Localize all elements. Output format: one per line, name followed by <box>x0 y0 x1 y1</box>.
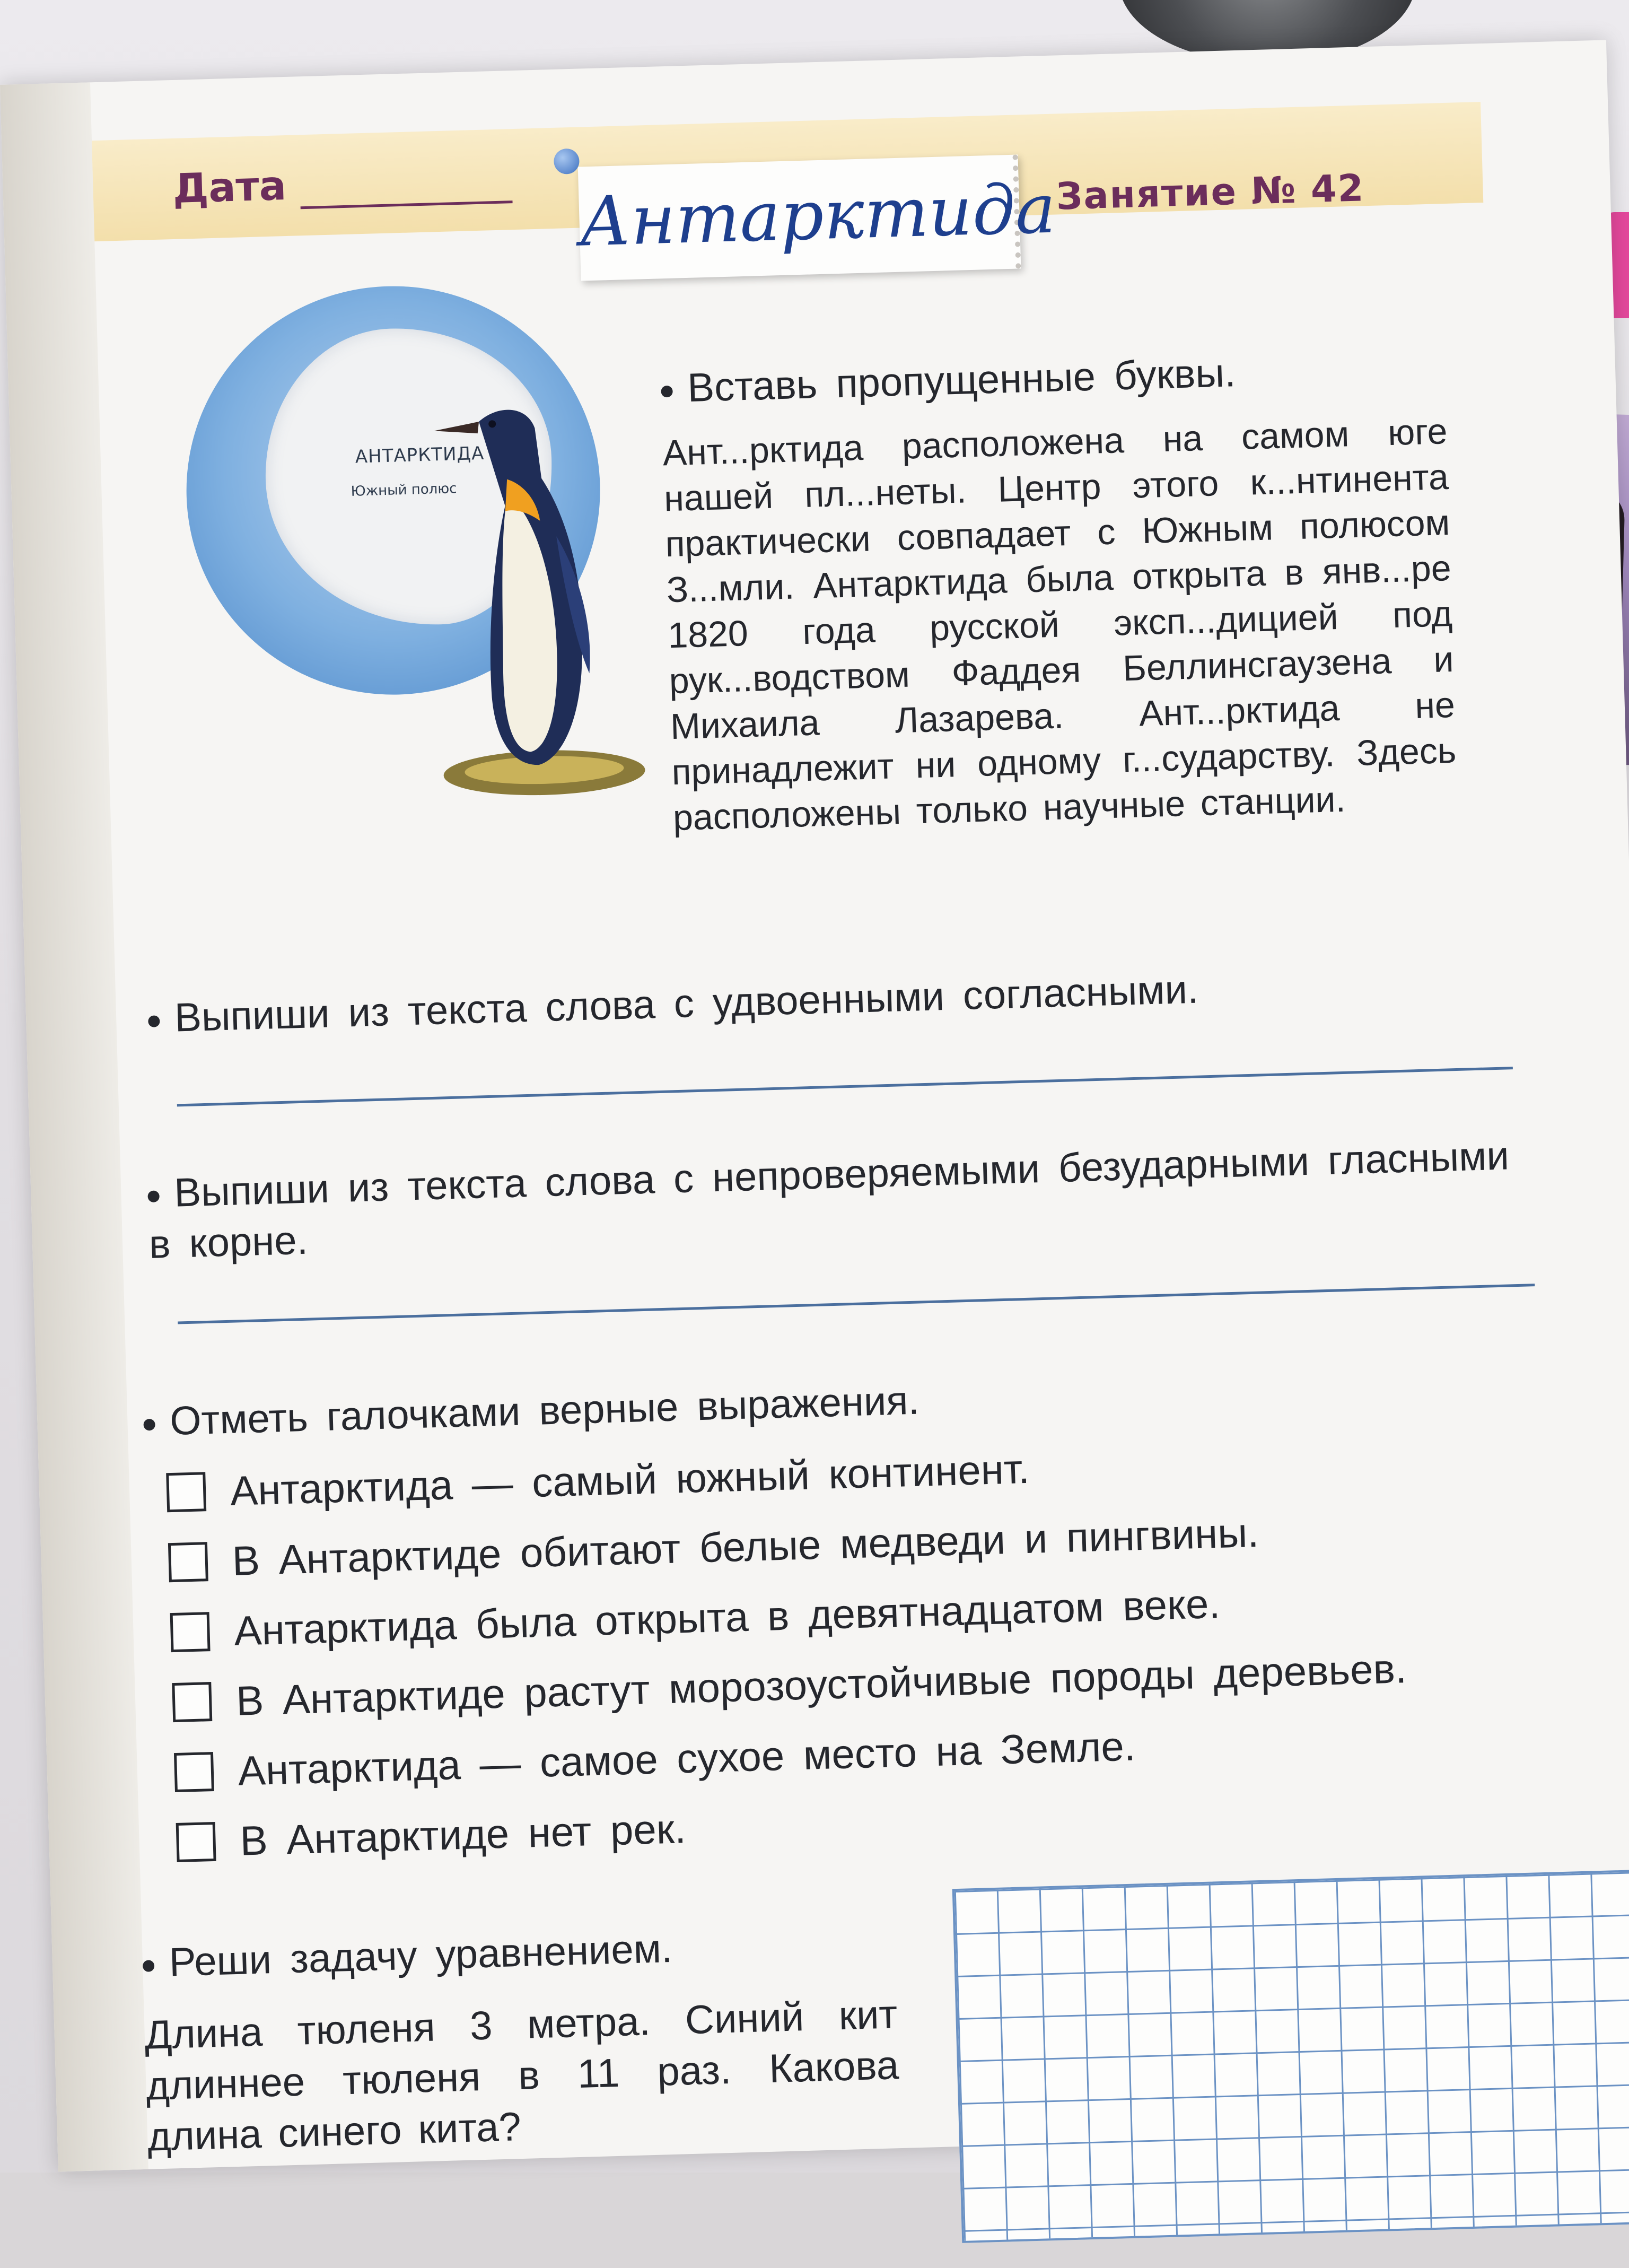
task-equation-problem: Длина тюленя 3 метра. Синий кит длиннее тюленя в 11 раз. Какова длина синего кита? <box>144 1992 900 2160</box>
checklist-item-text: В Антарктиде нет рек. <box>239 1804 687 1864</box>
checkbox[interactable] <box>166 1472 206 1512</box>
task-equation <box>142 1917 901 2162</box>
task-checkmarks-heading-text: Отметь галочками верные выражения. <box>169 1377 920 1444</box>
map-pole-label: Южный полюс <box>351 481 457 500</box>
task-double-consonants-heading-text: Выпиши из текста слова с удвоенными согласными. <box>174 966 1199 1041</box>
checkbox[interactable] <box>176 1822 216 1862</box>
task-equation-heading <box>142 1917 896 1989</box>
checklist-item-text: В Антарктиде обитают белые медведи и пингвины. <box>231 1508 1260 1584</box>
task-double-consonants-heading <box>147 955 1506 1044</box>
bullet-icon <box>661 386 673 398</box>
penguin-illustration <box>428 396 662 805</box>
title-card <box>578 154 1057 281</box>
page-title: Антарктида <box>578 169 1057 262</box>
map-continent-label: АНТАРКТИДА <box>355 442 485 468</box>
task-insert-letters <box>660 342 1458 841</box>
task-double-consonants <box>147 955 1506 1044</box>
bullet-icon <box>148 1015 160 1027</box>
bullet-icon <box>143 1419 155 1431</box>
task-insert-letters-heading <box>660 342 1446 414</box>
date-label: Дата <box>172 162 287 212</box>
task-unstressed-vowels <box>147 1130 1517 1270</box>
checklist-item-text: Антарктида была открыта в девятнадцатом веке. <box>233 1580 1221 1654</box>
answer-grid[interactable] <box>952 1870 1629 2243</box>
bullet-icon <box>143 1960 155 1972</box>
checklist-item-text: В Антарктиде растут морозоустойчивые породы деревьев. <box>235 1644 1407 1724</box>
checklist-item-text: Антарктида — самый южный континент. <box>229 1445 1030 1514</box>
task-insert-letters-heading-text: Вставь пропущенные буквы. <box>687 350 1237 411</box>
answer-line-unstressed-vowels[interactable] <box>178 1284 1535 1324</box>
checkbox[interactable] <box>168 1542 208 1582</box>
checkbox[interactable] <box>174 1752 214 1792</box>
lesson-number-label: Занятие № 42 <box>1055 166 1365 219</box>
checkbox[interactable] <box>170 1612 211 1652</box>
answer-line-double-consonants[interactable] <box>177 1067 1513 1106</box>
bullet-icon <box>147 1190 160 1202</box>
checklist-item-text: Антарктида — самое сухое место на Земле. <box>237 1722 1136 1794</box>
checkbox[interactable] <box>172 1682 212 1722</box>
checklist <box>165 1420 1534 1878</box>
task-insert-letters-text: Ант...рктида расположена на самом юге нашей пл...неты. Центр этого к...нтинента практически совпадает с Южным полюсом З...мли. Антарктида была открыта в янв...ре 1820 года русской эксп...дицией под рук...водством Фаддея Беллинсгаузена и Михаила Лазарева. Ант...рктида не принадлежит ни одному г...сударству. Здесь расположены только научные станции. <box>662 411 1457 839</box>
task-checkmarks <box>143 1358 1534 1878</box>
workbook-page <box>0 40 1629 2171</box>
task-equation-heading-text: Реши задачу уравнением. <box>168 1925 673 1985</box>
task-unstressed-vowels-heading <box>147 1130 1517 1270</box>
task-unstressed-vowels-heading-text: Выпиши из текста слова с непроверяемыми безударными гласными в корне. <box>148 1133 1510 1267</box>
